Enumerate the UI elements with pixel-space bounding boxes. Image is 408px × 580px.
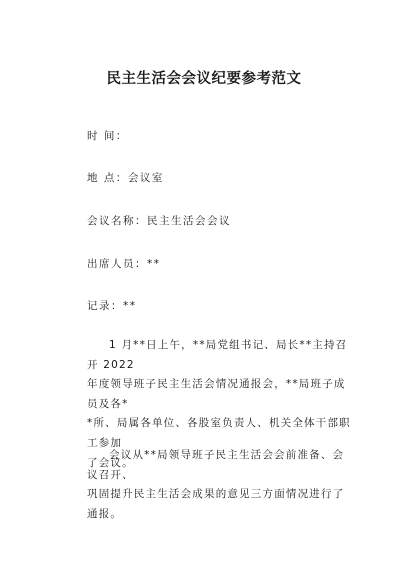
meeting-name-field: 会议名称：民主生活会会议 (87, 215, 231, 227)
paragraph-line: 会议从**局领导班子民主生活会会前准备、会议召开、 (87, 449, 345, 481)
paragraph-line: 了会议。 (87, 456, 134, 469)
paragraph-line: *所、局属各单位、各股室负责人、机关全体干部职工参加 (87, 417, 351, 449)
body-paragraph-2 (87, 446, 355, 524)
time-field: 时 间： (87, 130, 128, 142)
place-field: 地 点：会议室 (87, 172, 164, 184)
recorder-field: 记录：** (87, 300, 137, 312)
document-title: 民主生活会会议纪要参考范文 (106, 71, 302, 87)
paragraph-line: 1 月**日上午，**局党组书记、局长**主持召开 2022 (87, 339, 348, 371)
paragraph-line: 巩固提升民主生活会成果的意见三方面情况进行了通报。 (87, 488, 345, 520)
attendees-field: 出席人员：** (87, 258, 161, 270)
paragraph-line: 年度领导班子民主生活会情况通报会，**局班子成员及各* (87, 378, 346, 410)
